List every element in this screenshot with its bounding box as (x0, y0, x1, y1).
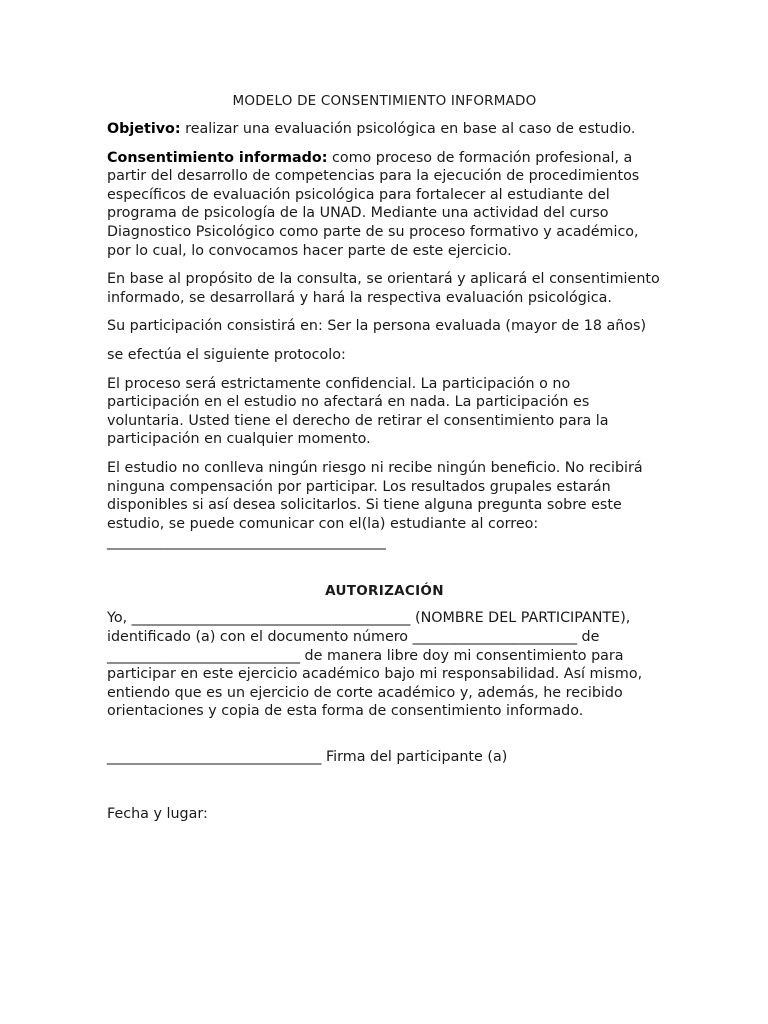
risk-paragraph: El estudio no conlleva ningún riesgo ni recibe ningún beneficio. No recibirá ninguna compensación por participar. Los resultados grupales estarán disponibles si así desea solicitarlos. Si tiene alguna pregunta sobre este estudio, se puede comunicar con el(la) estudiante al correo: _______________________________________ (107, 459, 643, 551)
consent-text: como proceso de formación profesional, a partir del desarrollo de competencias para la ejecución de procedimientos específicos de evaluación psicológica para fortalecer al estudiante del programa de psicología de la UNAD. Mediante una actividad del curso Diagnostico Psicológico como parte de su proceso formativo y académico, por lo cual, lo convocamos hacer parte de este ejercicio. (107, 149, 640, 259)
consent-label: Consentimiento informado: (107, 149, 328, 166)
date-place-label: Fecha y lugar: (107, 805, 208, 822)
signature-line: ______________________________ Firma del participante (a) (107, 749, 508, 766)
consent-paragraph (107, 149, 662, 261)
spacer (107, 777, 662, 805)
objective-paragraph (107, 120, 662, 139)
purpose-paragraph: En base al propósito de la consulta, se orientará y aplicará el consentimiento informado, se desarrollará y hará la respectiva evaluación psicológica. (107, 271, 660, 306)
document-title: MODELO DE CONSENTIMIENTO INFORMADO (232, 93, 537, 109)
confidential-paragraph: El proceso será estrictamente confidencial. La participación o no participación en el estudio no afectará en nada. La participación es voluntaria. Usted tiene el derecho de retirar el consentimiento para la participación en cualquier momento. (107, 375, 609, 448)
protocol-paragraph: se efectúa el siguiente protocolo: (107, 346, 346, 363)
objective-label: Objetivo: (107, 121, 181, 137)
participation-paragraph: Su participación consistirá en: Ser la persona evaluada (mayor de 18 años) (107, 318, 647, 335)
objective-text: realizar una evaluación psicológica en base al caso de estudio. (180, 121, 636, 137)
spacer (107, 562, 662, 582)
authorization-title: AUTORIZACIÓN (325, 582, 444, 599)
spacer (107, 731, 662, 748)
authorization-body: Yo, _______________________________________ (NOMBRE DEL PARTICIPANTE), identificado (a) con el documento número _______________________ de ___________________________ de manera libre doy mi consentimiento para participar en este ejercicio académico bajo mi responsabilidad. Así mismo, entiendo que es un ejercicio de corte académico y, además, he recibido orientaciones y copia de esta forma de consentimiento informado. (107, 610, 643, 720)
